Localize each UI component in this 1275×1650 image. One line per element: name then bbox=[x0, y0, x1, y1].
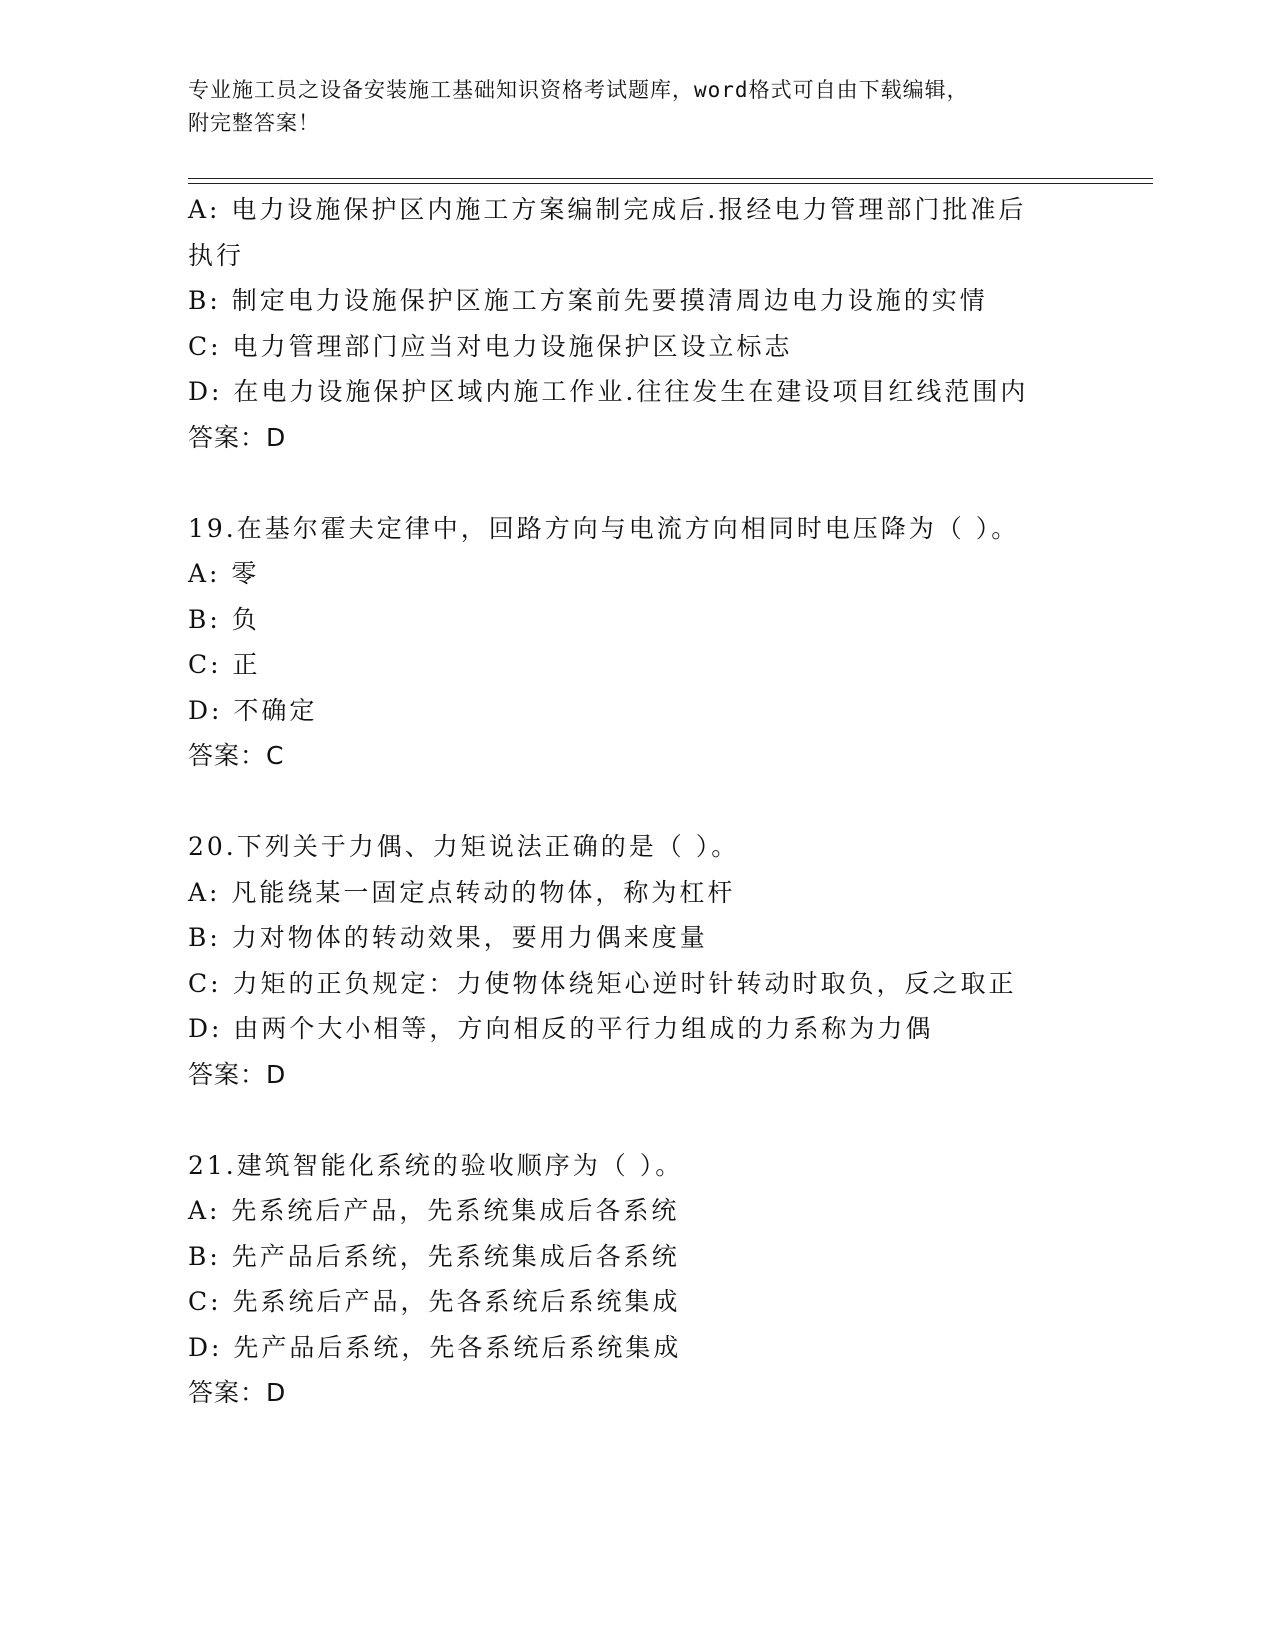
question-20 bbox=[188, 824, 1088, 1097]
header-line-1: 专业施工员之设备安装施工基础知识资格考试题库，word格式可自由下载编辑， bbox=[188, 78, 969, 102]
option-a-continued: 执行 bbox=[188, 240, 245, 270]
spacer bbox=[188, 1097, 1088, 1143]
answer: 答案：D bbox=[188, 1378, 287, 1407]
option-c: C: 力矩的正负规定：力使物体绕矩心逆时针转动时取负，反之取正 bbox=[188, 968, 1017, 998]
header-divider-bottom bbox=[188, 183, 1153, 184]
option-a: A: 凡能绕某一固定点转动的物体，称为杠杆 bbox=[188, 877, 736, 907]
question-21 bbox=[188, 1143, 1088, 1416]
option-b: B: 力对物体的转动效果，要用力偶来度量 bbox=[188, 923, 708, 952]
header-line-2: 附完整答案！ bbox=[188, 111, 320, 135]
question-18 bbox=[188, 187, 1088, 460]
question-text: 21.建筑智能化系统的验收顺序为（ ）。 bbox=[188, 1150, 684, 1180]
option-b: B: 制定电力设施保护区施工方案前先要摸清周边电力设施的实情 bbox=[188, 286, 988, 315]
option-d: D: 先产品后系统，先各系统后系统集成 bbox=[188, 1332, 682, 1362]
answer: 答案：D bbox=[188, 1059, 287, 1089]
option-b: B: 先产品后系统，先系统集成后各系统 bbox=[188, 1241, 680, 1271]
header-divider-top bbox=[188, 178, 1153, 179]
option-d: D: 由两个大小相等，方向相反的平行力组成的力系称为力偶 bbox=[188, 1014, 934, 1043]
spacer bbox=[188, 460, 1088, 506]
option-b: B: 负 bbox=[188, 604, 260, 634]
answer: 答案：C bbox=[188, 741, 285, 770]
question-text: 20.下列关于力偶、力矩说法正确的是（ ）。 bbox=[188, 832, 740, 861]
option-a: A: 先系统后产品，先系统集成后各系统 bbox=[188, 1196, 680, 1225]
question-list bbox=[188, 187, 1088, 1416]
spacer bbox=[188, 779, 1088, 825]
document-header bbox=[188, 74, 1068, 140]
option-c: C: 先系统后产品，先各系统后系统集成 bbox=[188, 1287, 681, 1316]
answer: 答案：D bbox=[188, 422, 287, 452]
option-a: A: 电力设施保护区内施工方案编制完成后.报经电力管理部门批准后 bbox=[188, 195, 1027, 224]
question-text: 19.在基尔霍夫定律中，回路方向与电流方向相同时电压降为（ ）。 bbox=[188, 513, 1020, 543]
option-d: D: 不确定 bbox=[188, 695, 318, 725]
question-19 bbox=[188, 506, 1088, 779]
option-c: C: 电力管理部门应当对电力设施保护区设立标志 bbox=[188, 331, 793, 361]
option-a: A: 零 bbox=[188, 559, 260, 588]
option-c: C: 正 bbox=[188, 650, 261, 679]
option-d: D: 在电力设施保护区域内施工作业.往往发生在建设项目红线范围内 bbox=[188, 377, 1029, 406]
